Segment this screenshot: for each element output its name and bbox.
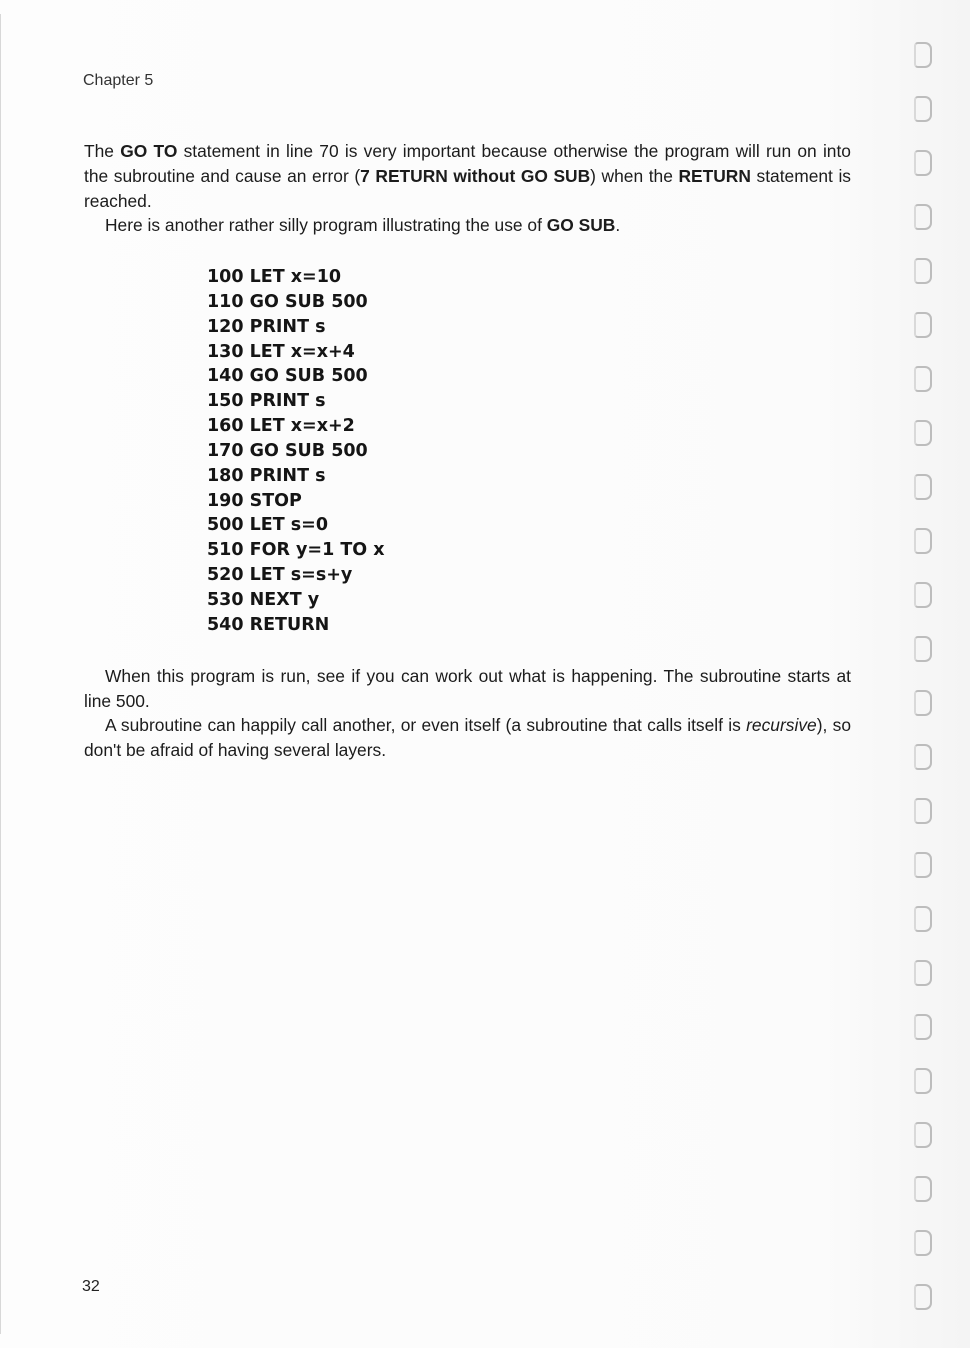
binding-ring: [914, 1068, 932, 1094]
paragraph-program-run: When this program is run, see if you can work out what is happening. The subroutine starts at line 500.: [84, 666, 851, 711]
paragraph-goto-explanation: [84, 139, 851, 214]
text: statement is reached.: [84, 166, 852, 211]
code-line: 510 FOR y=1 TO x: [207, 540, 385, 561]
code-line: 520 LET s=s+y: [207, 565, 353, 586]
code-line: 140 GO SUB 500: [207, 366, 368, 387]
keyword-goto: GO TO: [120, 141, 178, 161]
code-line: 190 STOP: [207, 490, 302, 511]
binding-ring: [914, 258, 932, 284]
code-line: 100 LET x=10: [207, 267, 342, 287]
binding-ring: [914, 150, 932, 176]
code-line: 130 LET x=x+4: [207, 341, 355, 362]
keyword-gosub: GO SUB: [546, 215, 616, 235]
text: ) when the: [590, 166, 679, 186]
binding-ring: [914, 1014, 932, 1040]
binding-ring: [914, 582, 932, 608]
binding-ring: [914, 1284, 932, 1310]
page-number: 32: [82, 1278, 100, 1295]
text: .: [615, 215, 621, 235]
text: Here is another rather silly program illustrating the use of: [105, 215, 547, 235]
text: ), so don't be afraid of having several layers.: [84, 715, 851, 760]
binding-ring: [914, 798, 932, 824]
binding-ring: [914, 852, 932, 878]
binding-ring: [914, 528, 932, 554]
binding-ring: [914, 204, 932, 230]
binding-ring: [914, 42, 932, 68]
code-line: 120 PRINT s: [207, 316, 326, 337]
binding-ring: [914, 744, 932, 770]
text: A subroutine can happily call another, or even itself (a subroutine that calls itself is: [105, 715, 747, 735]
code-line: 540 RETURN: [207, 614, 330, 635]
keyword-return: RETURN: [678, 166, 751, 186]
paragraph-recursion: [84, 713, 851, 763]
binding-ring: [914, 420, 932, 446]
binding-ring: [914, 312, 932, 338]
binding-ring: [914, 474, 932, 500]
code-line: 180 PRINT s: [207, 465, 326, 486]
code-line: 170 GO SUB 500: [207, 440, 368, 461]
binding-ring: [914, 1122, 932, 1148]
binding-ring: [914, 960, 932, 986]
binding-ring: [914, 1176, 932, 1202]
chapter-header: Chapter 5: [83, 72, 154, 89]
code-line: 160 LET x=x+2: [207, 416, 355, 437]
text: statement in line 70 is very important because otherwise the program will run on into the subroutine and cause an error (: [84, 141, 851, 186]
term-recursive: recursive: [746, 715, 817, 735]
error-message: 7 RETURN without GO SUB: [360, 166, 591, 186]
binding-ring: [914, 96, 932, 122]
code-line: 530 NEXT y: [207, 589, 320, 610]
binding-rings: [902, 30, 952, 1340]
binding-ring: [914, 636, 932, 662]
code-line: 110 GO SUB 500: [207, 291, 368, 312]
paragraph-gosub-intro: [84, 213, 851, 238]
binding-ring: [914, 906, 932, 932]
program-listing: [207, 265, 385, 638]
code-line: 150 PRINT s: [207, 391, 326, 412]
code-line: 500 LET s=0: [207, 515, 329, 536]
binding-ring: [914, 366, 932, 392]
text: The: [84, 141, 121, 161]
binding-ring: [914, 690, 932, 716]
binding-ring: [914, 1230, 932, 1256]
